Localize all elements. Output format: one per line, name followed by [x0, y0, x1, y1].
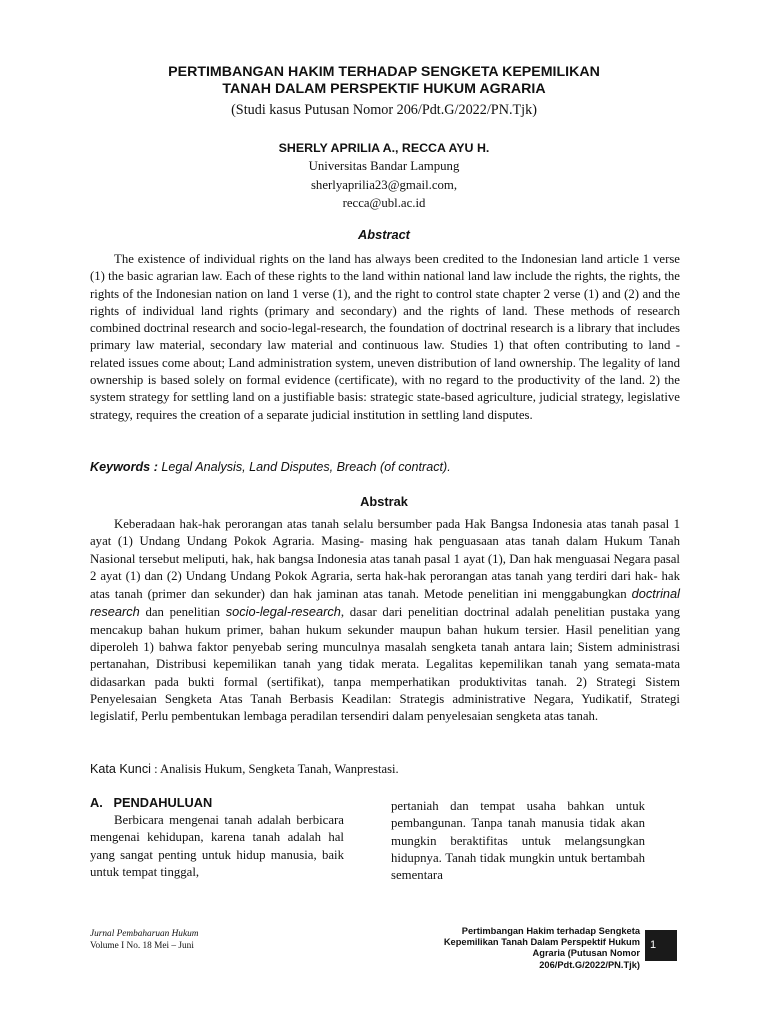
abstract-heading: Abstract: [358, 227, 410, 242]
running-title: [400, 926, 640, 971]
running-title-line-2: Kepemilikan Tanah Dalam Perspektif Hukum: [443, 937, 640, 948]
author-names: SHERLY APRILIA A., RECCA AYU H.: [278, 141, 490, 155]
running-title-line-3: Agraria (Putusan Nomor: [532, 948, 640, 959]
journal-name: Jurnal Pembaharuan Hukum: [90, 929, 199, 939]
paper-subtitle: (Studi kasus Putusan Nomor 206/Pdt.G/2022/PN.Tjk): [231, 102, 537, 118]
title-line-1: PERTIMBANGAN HAKIM TERHADAP SENGKETA KEPEMILIKAN: [168, 64, 600, 80]
abstrak-text: [90, 516, 680, 726]
kata-kunci-label: Kata Kunci: [90, 762, 151, 776]
affiliation: Universitas Bandar Lampung: [308, 159, 460, 173]
abstract-text: The existence of individual rights on the land has always been credited to the Indonesian land article 1 verse (1) the basic agrarian law. Each of these rights to the land within national land law include the rights, the rights, the rights of the Indonesian nation on land 1 verse (1), and the right to control state chapter 2 verse (1) and (2) and the rights of individual land rights (primary and secondary) and the rights of land. These methods of research combined doctrinal research and socio-legal-research, the foundation of doctrinal research is a library that includes primary law material, secondary law material and continuous law. Studies 1) that often contributing to land - related issues come about; Land administration system, uneven distribution of land ownership. The legality of land ownership is based solely on formal evidence (certificate), with no regard to the productivity of the land. 2) the system strategy for settling land on a justifiable basis: strategic state-based agriculture, judicial strategy, legislative strategy, requires the creation of a separate judicial institution in settling land disputes.: [90, 252, 680, 422]
journal-volume: Volume I No. 18 Mei – Juni: [90, 941, 194, 951]
page-number: 1: [650, 939, 657, 951]
abstrak-text-part-1: Keberadaan hak-hak perorangan atas tanah selalu bersumber pada Hak Bangsa Indonesia atas tanah pasal 1 ayat (1) Undang Undang Pokok Agraria. Masing- masing hak penguasaan atas tanah dalam Hukum Tanah Nasional tersebut meliputi, hak, hak bangsa Indonesia atas tanah pasal 1 ayat (1), Dan hak menguasai Negara pasal 2 ayat (1) dan (2) Undang Undang Pokok Agraria, serta hak-hak perorangan atas tanah yang terdiri dari hak- hak atas tanah (primer dan sekunder) dan hak jaminan atas tanah. Metode penelitian ini menggabungkan: [90, 517, 680, 602]
abstrak-text-part-2: dan penelitian: [139, 605, 226, 620]
keywords-label: Keywords :: [90, 460, 158, 474]
running-title-line-4: 206/Pdt.G/2022/PN.Tjk): [539, 959, 640, 970]
abstrak-term-socio-legal: socio-legal-research: [225, 604, 341, 620]
abstrak-term-doctrinal: doctrinal research: [90, 586, 680, 620]
abstrak-heading: Abstrak: [360, 494, 408, 509]
email-1: sherlyaprilia23@gmail.com,: [310, 177, 458, 192]
kata-kunci-line: [90, 761, 680, 778]
kata-kunci-value: : Analisis Hukum, Sengketa Tanah, Wanprestasi.: [150, 762, 399, 776]
author-affiliation-block: [90, 157, 678, 213]
title-line-2: TANAH DALAM PERSPEKTIF HUKUM AGRARIA: [222, 81, 546, 97]
page-number-box: [645, 930, 677, 961]
journal-footer: [90, 928, 198, 952]
section-a-left-column: Berbicara mengenai tanah adalah berbicara mengenai kehidupan, karena tanah adalah hal yang sangat penting untuk hidup manusia, baik untuk tempat tinggal,: [90, 813, 344, 879]
abstrak-text-part-3: , dasar dari penelitian doctrinal adalah penelitian pustaka yang mencakup bahan hukum primer, bahan hukum sekunder maupun bahan hukum tersier. Hasil penelitian yang diperoleh 1) bahwa faktor penyebab sering munculnya masalah sengketa tanah antara lain; Sistem administrasi pertanahan, Distribusi kepemilikan tanah yang tidak merata. Legalitas kepemilikan tanah yang semata-mata didasarkan pada bukti formal (sertifikat), tanpa memperhatikan produktivitas tanah. 2) Strategi Sistem Penyelesaian Sengketa Atas Tanah Berbasis Keadilan: Strategis administrative Negara, Yudikatif, Strategi legislatif, Perlu pembentukan lembaga peradilan tersendiri dalam penyelesaian sengketa atas tanah.: [90, 605, 680, 724]
email-2: recca@ubl.ac.id: [342, 196, 426, 210]
section-a-heading: A. PENDAHULUAN: [90, 795, 213, 810]
running-title-line-1: Pertimbangan Hakim terhadap Sengketa: [461, 926, 640, 936]
keywords-value: Legal Analysis, Land Disputes, Breach (of contract).: [157, 460, 451, 474]
paper-title: [90, 64, 678, 98]
section-a-right-column: pertaniah dan tempat usaha bahkan untuk pembangunan. Tanpa tanah manusia tidak akan mungkin beraktifitas untuk melangsungkan hidupnya. Tanah tidak mungkin untuk bertambah sementara: [391, 799, 645, 883]
keywords-line: [90, 459, 680, 476]
